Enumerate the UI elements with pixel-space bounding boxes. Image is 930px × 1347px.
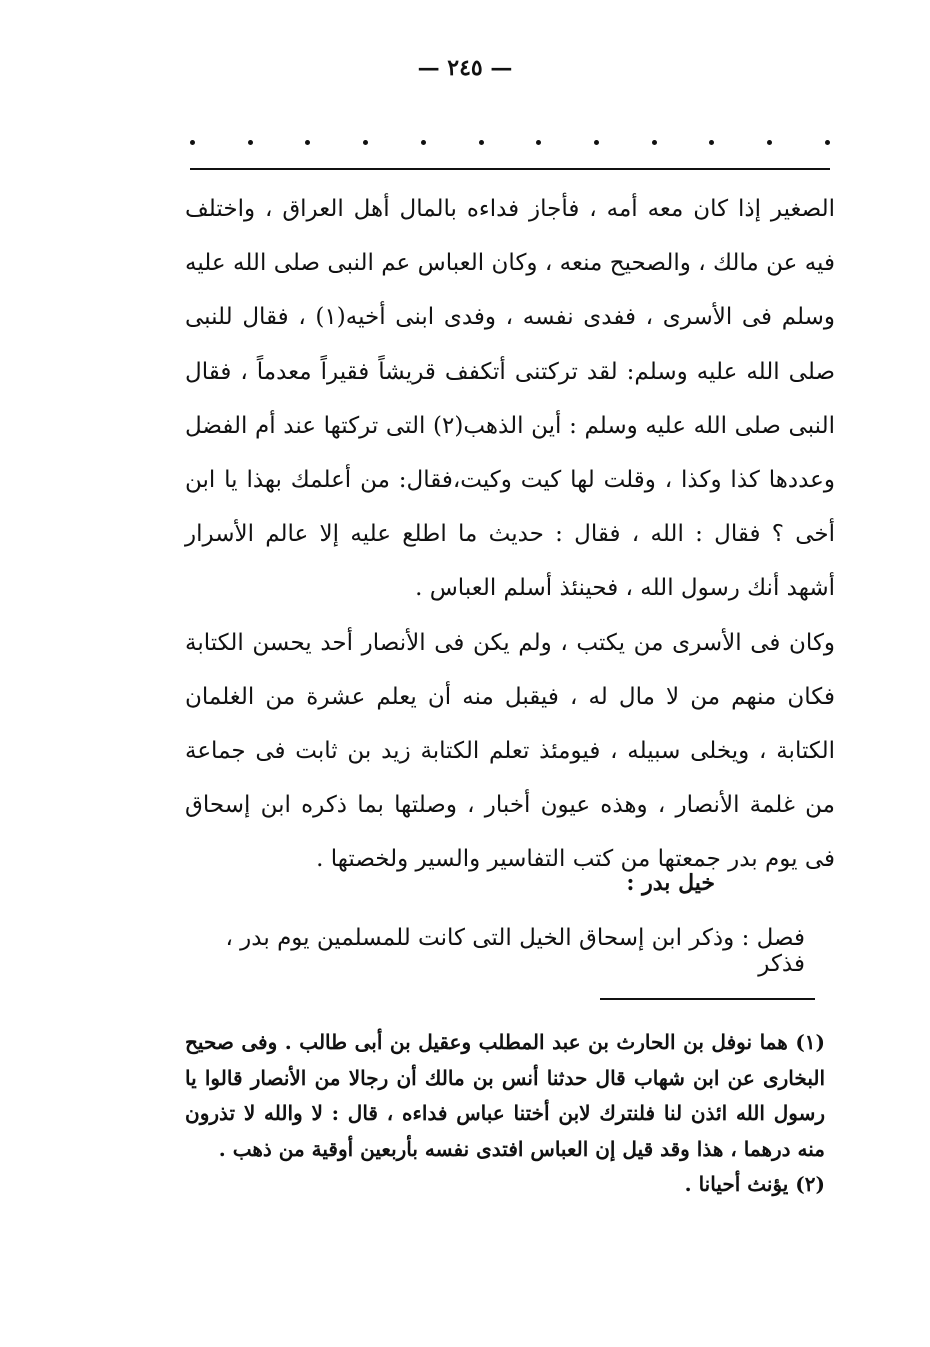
dot <box>709 140 714 145</box>
footnote-2: (٢) يؤنث أحيانا . <box>684 1172 825 1196</box>
dot <box>190 140 195 145</box>
section-heading: خيل بدر : <box>626 870 715 896</box>
body-paragraph-2: وكان فى الأسرى من يكتب ، ولم يكن فى الأنصار أحد يحسن الكتابة فكان منهم من لا مال له ، فيقبل منه أن يعلم عشرة من الغلمان الكتابة ، ويخلى سبيله ، فيومئذ تعلم الكتابة زيد بن ثابت فى جماعة من غلمة الأنصار ، وهذه عيون أخبار ، وصلتها بما ذكره ابن إسحاق فى يوم بدر جمعتها من كتب التفاسير والسير ولخصتها . <box>185 629 835 873</box>
dot-ornament-row <box>190 140 830 145</box>
page-number: — ٢٤٥ — <box>417 55 513 81</box>
body-text <box>185 182 835 887</box>
dot <box>248 140 253 145</box>
dot <box>305 140 310 145</box>
footnote-1: (١) هما نوفل بن الحارث بن عبد المطلب وعقيل بن أبى طالب . وفى صحيح البخارى عن ابن شهاب قال حدثنا أنس بن مالك أن رجالا من الأنصار قالوا يا رسول الله ائذن لنا فلنترك لابن أختنا عباس فداءه ، قال : لا والله لا تذرون منه درهما ، هذا وقد قيل إن العباس افتدى نفسه بأربعين أوقية من ذهب . <box>185 1030 825 1161</box>
footnotes <box>185 1025 825 1203</box>
dot <box>536 140 541 145</box>
footnote-rule <box>600 998 815 1000</box>
dot <box>363 140 368 145</box>
dot <box>421 140 426 145</box>
dot <box>825 140 830 145</box>
dot <box>479 140 484 145</box>
dot <box>652 140 657 145</box>
dot <box>594 140 599 145</box>
body-paragraph-1: الصغير إذا كان معه أمه ، فأجاز فداءه بالمال أهل العراق ، واختلف فيه عن مالك ، والصحيح منعه ، وكان العباس عم النبى صلى الله عليه وسلم فى الأسرى ، ففدى نفسه ، وفدى ابنى أخيه(١) ، فقال للنبى صلى الله عليه وسلم: لقد تركتنى أتكفف قريشاً فقيراً معدماً ، فقال النبى صلى الله عليه وسلم : أين الذهب(٢) التى تركتها عند أم الفضل وعددها كذا وكذا ، وقلت لها كيت وكيت،فقال: من أعلمك بهذا يا ابن أخى ؟ فقال : الله ، فقال : حديث ما اطلع عليه إلا عالم الأسرار أشهد أنك رسول الله ، فحينئذ أسلم العباس . <box>185 196 835 602</box>
section-text: فصل : وذكر ابن إسحاق الخيل التى كانت للمسلمين يوم بدر ، فذكر <box>225 925 805 977</box>
dot <box>767 140 772 145</box>
header-rule <box>190 168 830 170</box>
